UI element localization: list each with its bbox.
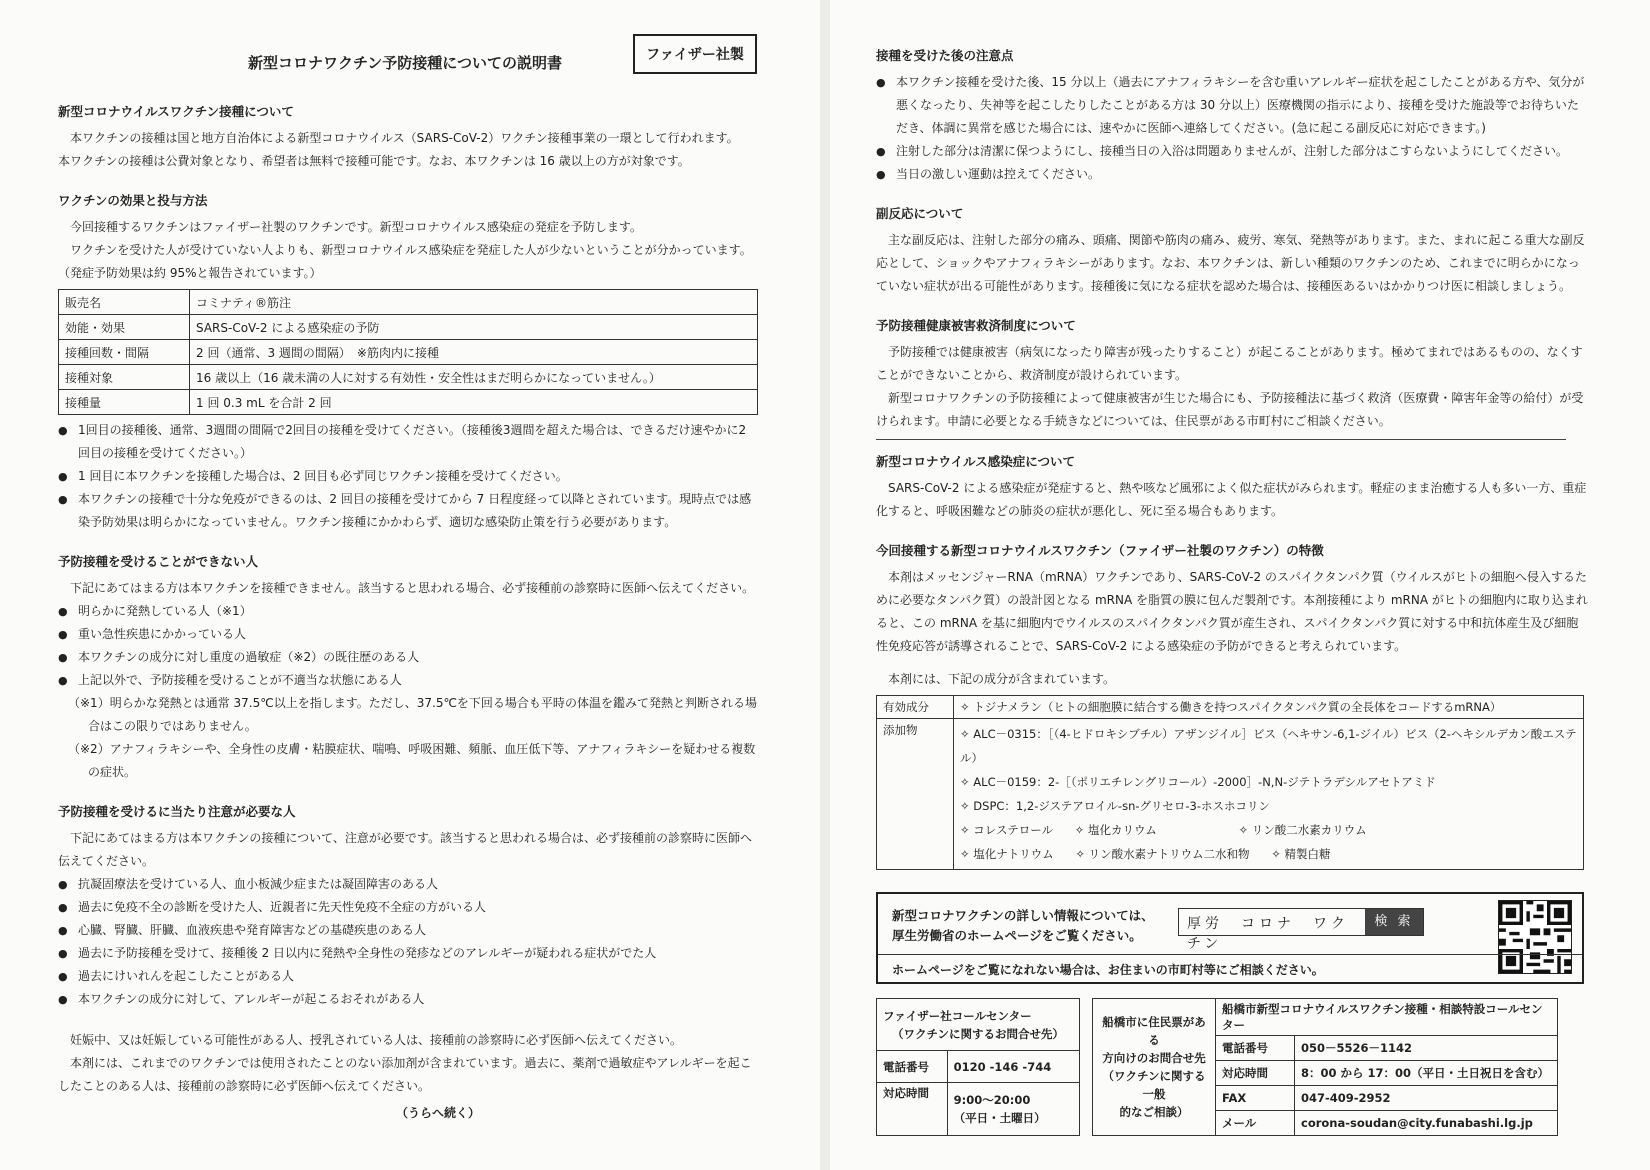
- front-page: [0, 0, 820, 1170]
- ingredient: ✧ DSPC：1,2-ジステアロイル-sn-グリセロ-3-ホスホコリン: [960, 799, 1271, 813]
- table-key: 有効成分: [877, 696, 954, 719]
- ingredient: ✧ 精製白糖: [1271, 847, 1331, 861]
- list-item: ● 過去にけいれんを起こしたことがある人: [58, 965, 758, 988]
- components-intro: 本剤には、下記の成分が含まれています。: [888, 672, 1116, 686]
- table-row: [877, 719, 1584, 870]
- paragraph-pregnancy: 妊娠中、又は妊娠している可能性がある人、授乳されている人は、接種前の診察時に必ず医師へ伝えてください。: [70, 1033, 683, 1047]
- table-value: [954, 719, 1584, 870]
- list-item: ● 心臓、腎臓、肝臓、血液疾患や発育障害などの基礎疾患のある人: [58, 919, 758, 942]
- funabashi-tel: 050－5526－1142: [1295, 1036, 1558, 1061]
- list-item: ● 過去に免疫不全の診断を受けた人、近親者に先天性免疫不全症の方がいる人: [58, 896, 758, 919]
- footnote: （※2）アナフィラキシーや、全身性の皮膚・粘膜症状、喘鳴、呼吸困難、頻脈、血圧低下等、アナフィラキシーを疑わせる複数の症状。: [68, 742, 756, 779]
- section-heading-side-effects: 副反応について: [876, 206, 964, 221]
- back-page: [830, 0, 1650, 1170]
- table-row: [59, 290, 758, 315]
- info-message: 新型コロナワクチンの詳しい情報については、 厚生労働省のホームページをご覧ください。: [892, 908, 1154, 943]
- table-value: コミナティ®筋注: [190, 290, 758, 315]
- table-value: 1 回 0.3 mL を合計 2 回: [190, 390, 758, 415]
- paragraph: 主な副反応は、注射した部分の痛み、頭痛、関節や筋肉の痛み、疲労、寒気、発熱等があります。また、まれに起こる重大な副反応として、ショックやアナフィラキシーがあります。なお、本ワクチンは、新しい種類のワクチンのため、これまでに明らかになっていない症状が出る可能性があります。接種後に気になる症状を認めた場合は、接種医あるいはかかりつけ医に相談しましょう。: [876, 233, 1585, 293]
- table-key: 効能・効果: [59, 315, 190, 340]
- pfizer-hours: 9:00～20:00 （平日・土曜日）: [947, 1083, 1079, 1136]
- list-item: ● 明らかに発熱している人（※1）: [58, 600, 758, 623]
- paragraph: 本剤はメッセンジャーRNA（mRNA）ワクチンであり、SARS-CoV-2 のスパイクタンパク質（ウイルスがヒトの細胞へ侵入するために必要なタンパク質）の設計図となる mRNA を脂質の膜に包んだ製剤です。本剤接種により mRNA がヒトの細胞内に取り込まれると、この mRNA を基に細胞内でウイルスのスパイクタンパク質が産生され、スパイクタンパク質に対する中和抗体産生及び細胞性免疫応答が誘導されることで、SARS-CoV-2 による感染症の予防ができると考えられています。: [876, 570, 1588, 653]
- paragraph: 下記にあてはまる方は本ワクチンを接種できません。該当すると思われる場合、必ず接種前の診察時に医師へ伝えてください。: [70, 581, 755, 595]
- section-heading-effect: ワクチンの効果と投与方法: [58, 193, 208, 208]
- table-value: 2 回（通常、3 週間の間隔） ※筋肉内に接種: [190, 340, 758, 365]
- paragraph-additives: 本剤には、これまでのワクチンでは使用されたことのない添加剤が含まれています。過去に、薬剤で過敏症やアレルギーを起こしたことのある人は、接種前の診察時に必ず医師へ伝えてください。: [58, 1056, 752, 1093]
- list-item: ● 1 回目に本ワクチンを接種した場合は、2 回目も必ず同じワクチン接種を受けてください。: [58, 465, 758, 488]
- ingredient: ✧ 塩化ナトリウム: [960, 847, 1054, 861]
- funabashi-fax: 047-409-2952: [1295, 1086, 1558, 1111]
- document-title: 新型コロナワクチン予防接種についての説明書: [248, 54, 562, 72]
- hours-label: 対応時間: [877, 1083, 948, 1136]
- continued-note: （うらへ続く）: [395, 1106, 480, 1120]
- list-item: ● 本ワクチンの成分に対し重度の過敏症（※2）の既往歴のある人: [58, 646, 758, 669]
- tel-label: 電話番号: [1216, 1036, 1295, 1061]
- ingredient-row: [960, 818, 1577, 842]
- document-header: [58, 30, 758, 102]
- table-key: 接種回数・間隔: [59, 340, 190, 365]
- paragraph: 予防接種では健康被害（病気になったり障害が残ったりすること）が起こることがあります。極めてまれではあるものの、なくすことができないことから、救済制度が設けられています。: [876, 345, 1583, 382]
- divider: [876, 439, 1566, 440]
- ingredient: ✧ 塩化カリウム: [1074, 823, 1157, 837]
- funabashi-call-center: [1092, 998, 1558, 1136]
- table-row: [59, 340, 758, 365]
- funabashi-hours: 8：00 から 17：00（平日・土日祝日を含む）: [1295, 1061, 1558, 1086]
- contact-section: [876, 998, 1588, 1136]
- vaccine-info-table: [58, 289, 758, 415]
- list-item: ● 注射した部分は清潔に保つようにし、接種当日の入浴は問題ありませんが、注射した部分はこすらないようにしてください。: [876, 140, 1588, 163]
- table-row: [59, 365, 758, 390]
- section-heading-covid: 新型コロナウイルス感染症について: [876, 454, 1076, 469]
- components-table: [876, 695, 1584, 870]
- table-row: [59, 315, 758, 340]
- table-value: SARS-CoV-2 による感染症の予防: [190, 315, 758, 340]
- table-key: 接種対象: [59, 365, 190, 390]
- ingredient: ✧ ALC－0159：2-［（ポリエチレングリコール）-2000］-N,N-ジテトラデシルアセトアミド: [960, 775, 1436, 789]
- cannot-receive-list: [58, 600, 758, 692]
- table-row: [59, 390, 758, 415]
- funabashi-target: 船橋市に住民票がある 方向けのお問合せ先 （ワクチンに関する一般 的なご相談）: [1093, 999, 1216, 1136]
- pfizer-tel: 0120 -146 -744: [947, 1051, 1079, 1083]
- info-sub-message: ホームページをご覧になれない場合は、お住まいの市町村等にご相談ください。: [878, 954, 1582, 984]
- paragraph: 本ワクチンの接種は国と地方自治体による新型コロナウイルス（SARS-CoV-2）ワクチン接種事業の一環として行われます。: [70, 131, 739, 145]
- section-heading-about-vaccination: 新型コロナウイルスワクチン接種について: [58, 104, 294, 119]
- dosing-notes: [58, 419, 758, 534]
- list-item: ● 抗凝固療法を受けている人、血小板減少症または凝固障害のある人: [58, 873, 758, 896]
- section-heading-after-vaccination: 接種を受けた後の注意点: [876, 48, 1014, 63]
- tel-label: 電話番号: [877, 1051, 948, 1083]
- caution-list: [58, 873, 758, 1011]
- table-key: 販売名: [59, 290, 190, 315]
- table-value: 16 歳以上（16 歳未満の人に対する有効性・安全性はまだ明らかになっていません。）: [190, 365, 758, 390]
- paragraph: 本ワクチンの接種は公費対象となり、希望者は無料で接種可能です。なお、本ワクチンは 16 歳以上の方が対象です。: [58, 154, 690, 168]
- table-value: ✧ トジナメラン（ヒトの細胞膜に結合する働きを持つスパイクタンパク質の全長体をコードするmRNA）: [954, 696, 1584, 719]
- list-item: ● 当日の激しい運動は控えてください。: [876, 163, 1588, 186]
- paragraph: 今回接種するワクチンはファイザー社製のワクチンです。新型コロナウイルス感染症の発症を予防します。: [70, 220, 642, 234]
- list-item: ● 過去に予防接種を受けて、接種後 2 日以内に発熱や全身性の発疹などのアレルギーが疑われる症状がでた人: [58, 942, 758, 965]
- list-item: ● 本ワクチンの接種で十分な免疫ができるのは、2 回目の接種を受けてから 7 日程度経って以降とされています。現時点では感染予防効果は明らかになっていません。ワクチン接種にかかわらず、適切な感染防止策を行う必要があります。: [58, 488, 758, 534]
- paragraph: ワクチンを受けた人が受けていない人よりも、新型コロナウイルス感染症を発症した人が少ないということが分かっています。（発症予防効果は約 95%と報告されています。）: [58, 243, 752, 280]
- paragraph: 下記にあてはまる方は本ワクチンの接種について、注意が必要です。該当すると思われる場合は、必ず接種前の診察時に医師へ伝えてください。: [58, 831, 752, 868]
- pfizer-call-center: [876, 998, 1080, 1136]
- list-item: ● 上記以外で、予防接種を受けることが不適当な状態にある人: [58, 669, 758, 692]
- section-heading-vaccine-features: 今回接種する新型コロナウイルスワクチン（ファイザー社製のワクチン）の特徴: [876, 543, 1324, 558]
- list-item: ● 1回目の接種後、通常、3週間の間隔で2回目の接種を受けてください。（接種後3週間を超えた場合は、できるだけ速やかに2回目の接種を受けてください。）: [58, 419, 758, 465]
- list-item: ● 本ワクチンの成分に対して、アレルギーが起こるおそれがある人: [58, 988, 758, 1011]
- list-item: ● 本ワクチン接種を受けた後、15 分以上（過去にアナフィラキシーを含む重いアレルギー症状を起こしたことがある方や、気分が悪くなったり、失神等を起こしたりしたことがある方は 30 分以上）医療機関の指示により、接種を受けた施設等でお待ちいただき、体調に異常を感じた場合には、速やかに医師へ連絡してください。(急に起こる副反応に対応できます。): [876, 71, 1588, 140]
- manufacturer-box: ファイザー社製: [633, 34, 757, 74]
- mhlw-info-box: [876, 892, 1584, 984]
- footnote: （※1）明らかな発熱とは通常 37.5℃以上を指します。ただし、37.5℃を下回る場合も平時の体温を鑑みて発熱と判断される場合はこの限りではありません。: [68, 696, 757, 733]
- after-vaccination-list: [876, 71, 1588, 186]
- ingredient: ✧ コレステロール: [960, 823, 1053, 837]
- fax-label: FAX: [1216, 1086, 1295, 1111]
- ingredient: ✧ リン酸水素ナトリウム二水和物: [1075, 847, 1250, 861]
- mail-label: メール: [1216, 1111, 1295, 1136]
- search-input: 厚労 コロナ ワクチン: [1187, 916, 1349, 952]
- list-item: ● 重い急性疾患にかかっている人: [58, 623, 758, 646]
- section-heading-relief-system: 予防接種健康被害救済制度について: [876, 318, 1076, 333]
- funabashi-heading: 船橋市新型コロナウイルスワクチン接種・相談特設コールセンター: [1216, 999, 1558, 1036]
- paragraph: SARS-CoV-2 による感染症が発症すると、熱や咳など風邪によく似た症状がみられます。軽症のまま治癒する人も多い一方、重症化すると、呼吸困難などの肺炎の症状が悪化し、死に至る場合もあります。: [876, 481, 1587, 518]
- ingredient: ✧ ALC－0315：［（4-ヒドロキシブチル）アザンジイル］ビス（ヘキサン-6,1-ジイル）ビス（2-ヘキシルデカン酸エステル）: [960, 727, 1577, 765]
- ingredient: ✧ リン酸二水素カリウム: [1238, 823, 1367, 837]
- search-box: [1178, 908, 1424, 952]
- section-heading-cannot-receive: 予防接種を受けることができない人: [58, 554, 259, 569]
- paragraph: 新型コロナワクチンの予防接種によって健康被害が生じた場合にも、予防接種法に基づく救済（医療費・障害年金等の給付）が受けられます。申請に必要となる手続きなどについては、住民票がある市町村にご相談ください。: [876, 391, 1584, 428]
- pfizer-heading: ファイザー社コールセンター （ワクチンに関するお問合せ先）: [877, 999, 1080, 1051]
- hours-label: 対応時間: [1216, 1061, 1295, 1086]
- search-button: 検 索: [1365, 909, 1423, 935]
- table-row: [877, 696, 1584, 719]
- funabashi-mail: corona-soudan@city.funabashi.lg.jp: [1295, 1111, 1558, 1136]
- section-heading-caution: 予防接種を受けるに当たり注意が必要な人: [58, 804, 296, 819]
- ingredient-row: [960, 842, 1577, 866]
- table-key: 添加物: [877, 719, 954, 870]
- table-key: 接種量: [59, 390, 190, 415]
